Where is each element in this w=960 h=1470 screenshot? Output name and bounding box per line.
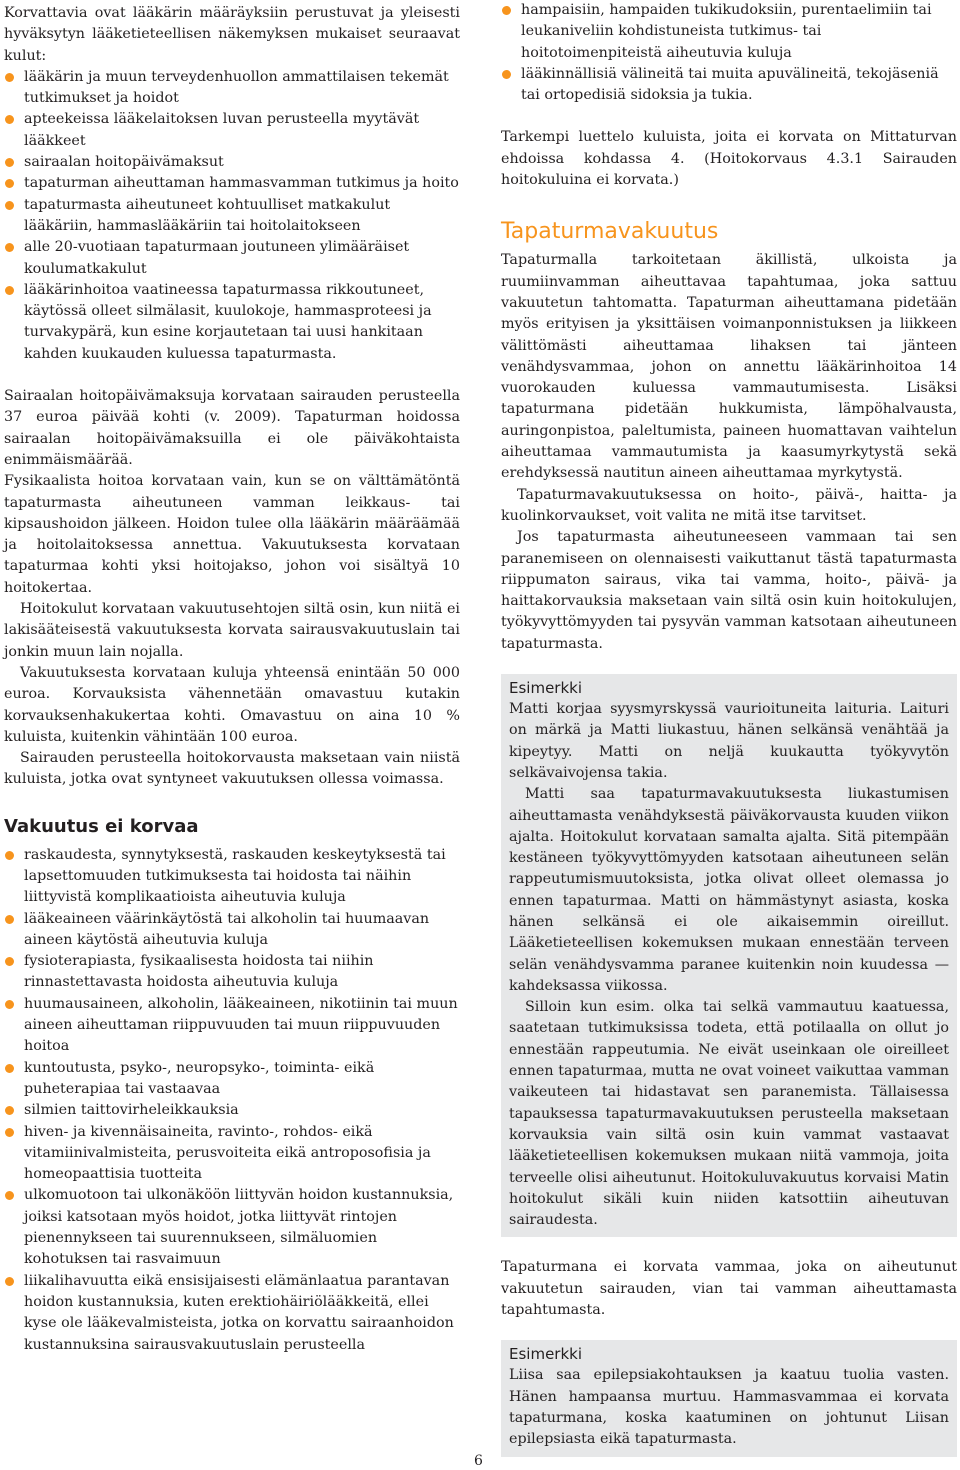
covered-item [4,280,460,365]
example-paragraph: Liisa saa epilepsiakohtauksen ja kaatuu tuolia vasten. Hänen hampaansa murtuu. Hammasvammaa ei korvata tapaturmana, koska kaatuminen on johtunut Liisan epilepsiasta eikä tapaturmasta. [509,1367,949,1448]
section-heading-accident-insurance: Tapaturmavakuutus [501,219,719,245]
list-item-text: kuntoutusta, psyko-, neuropsyko-, toiminta- eikä puheterapiaa tai vastaavaa [24,1059,375,1097]
example-box-liisa [501,1340,957,1456]
covered-costs-list [4,67,460,365]
example-box-matti [501,674,957,1237]
paragraph-hospital-fees: Sairaalan hoitopäivämaksuja korvataan sairauden perusteella 37 euroa päivää kohti (v. 2009). Tapaturman hoidossa sairaalan hoitopäivämaksuilla ei ole päiväkohtaista enimmäismäärää. [4,388,460,468]
covered-item [4,173,460,194]
not-covered-item [501,0,957,64]
not-covered-item [4,1271,460,1356]
list-item-text: lääkärin ja muun terveydenhuollon ammattilaisen tekemät tutkimukset ja hoidot [24,68,449,107]
example-paragraph: Silloin kun esim. olka tai selkä vammautuu kaatuessa, saatetaan tutkimuksissa todeta, että potilaalla on ollut jo ennestään rappeutumia. Ne eivät useinkaan ole oireilleet ennen tapaturmaa, mutta ne ovat voineet vaikuttaa vamman vaikeuteen tai hidastavat sen paranemista. Tällaisessa tapauksessa tapaturmavakuutuksen perusteella maksetaan korvauksia vain siltä osin kuin vammat vastaavat lääketieteellisen kokemuksen mukaan niitä vammoja, joita terveelle olisi aiheutunut. Hoitokuluvakuutus korvaisi Matin hoitokulut sikäli kuin niiden katsottiin aiheutuvan sairaudesta. [509,999,949,1229]
not-covered-item [4,994,460,1058]
not-covered-item [4,909,460,952]
covered-item [4,67,460,110]
list-item-text: sairaalan hoitopäivämaksut [24,154,224,171]
list-item-text: ulkomuotoon tai ulkonäköön liittyvän hoidon kustannuksia, joiksi katsotaan myös hoidot, jotka liittyvät rintojen pienennykseen tai suurennukseen, silmäluomien kohotuksen tai rasvaimuun [24,1187,454,1268]
list-item-text: raskaudesta, synnytyksestä, raskauden keskeytyksestä tai lapsettomuuden tutkimuksesta tai hoidosta tai näihin liittyvistä komplikaatioista aiheutuvia kuluja [24,846,446,906]
list-item-text: alle 20-vuotiaan tapaturmaan joutuneen ylimääräiset koulumatkakulut [24,239,410,277]
list-item-text: tapaturmasta aiheutuneet kohtuulliset matkakulut lääkäriin, hammaslääkäriin tai hoitolaitokseen [24,196,391,234]
list-item-text: silmien taittovirheleikkauksia [24,1102,239,1119]
bullet-icon [5,1000,14,1009]
bullet-icon [5,73,14,82]
list-item-text: liikalihavuutta eikä ensisijaisesti elämänlaatua parantavan hoidon kustannuksia, kuten erektiohäiriölääkkeitä, ellei kyse ole lääkevalmisteista, jotka on korvattu sairaanhoidon kustannuksina sairausvakuutuslain perusteella [24,1272,454,1353]
bullet-icon [5,915,14,924]
not-covered-list-continued [501,0,957,106]
paragraph-not-accident: Tapaturmana ei korvata vammaa, joka on aiheutunut vakuutetun sairauden, vian tai vamman aiheuttamasta tapahtumasta. [501,1259,957,1319]
covered-item [4,237,460,280]
bullet-icon [5,1106,14,1115]
list-item-text: hiven- ja kivennäisaineita, ravinto-, rohdos- eikä vitamiinivalmisteita, perusvoiteita eikä antroposofisia ja homeopaattisia tuotteita [24,1123,431,1183]
bullet-icon [5,179,14,188]
bullet-icon [502,70,511,79]
bullet-icon [5,1191,14,1200]
paragraph-validity: Sairauden perusteella hoitokorvausta maksetaan vain niistä kuluista, jotka ovat syntyneet vakuutuksen ollessa voimassa. [4,750,460,788]
list-item-text: lääkärinhoitoa vaatineessa tapaturmassa rikkoutuneet, käytössä olleet silmälasit, kuulokoje, hammasproteesi ja turvakypärä, kun esine korjautetaan tai uusi hankitaan kahden kuukauden kuluessa tapaturmasta. [24,281,432,362]
bullet-icon [5,243,14,252]
not-covered-item [4,845,460,909]
intro-paragraph: Korvattavia ovat lääkärin määräyksiin perustuvat ja yleisesti hyväksytyn lääketieteellisen näkemyksen mukaiset seuraavat kulut: [4,5,460,64]
paragraph-compensations: Tapaturmavakuutuksessa on hoito-, päivä-, haitta- ja kuolinkorvaukset, voit valita ne mitä itse tarvitset. [501,486,957,524]
covered-item [4,195,460,238]
example-title: Esimerkki [509,1345,583,1364]
not-covered-item [4,1122,460,1186]
example-paragraph: Matti saa tapaturmavakuutuksesta liukastumisen aiheuttamasta venähdyksestä päiväkorvausta kuuden viikon ajalta. Hoitokulut korvataan samalta ajalta. Sitä pitempään kestäneen työkyvyttömyyden katsotaan aiheutuneen selän rappeutumismuutoksista, jotka olivat olleet olemassa jo ennen tapaturmaa. Matti on hämmästynyt asiasta, koska hänen selkänsä ei ole aikaisemmin oireillut. Lääketieteellisen kokemuksen mukaan ennestään terveen selän venähdysvamma paranee kuitenkin noin kuudessa — kahdeksassa viikossa. [509,786,949,994]
covered-item [4,109,460,152]
list-item-text: hampaisiin, hampaiden tukikudoksiin, purentaelimiin tai leukaniveliin kohdistuneista tutkimus- tai hoitotoimenpiteistä aiheutuvia kuluja [521,2,932,61]
example-title: Esimerkki [509,679,583,698]
bullet-icon [5,1064,14,1073]
bullet-icon [5,158,14,167]
example-paragraph: Matti korjaa syysmyrskyssä vaurioituneita laituria. Laituri on märkä ja Matti liukastuu, hänen selkänsä venähtää ja kipeytyy. Matti on neljä kuukautta työkyvytön selkävaivojensa takia. [509,701,949,781]
not-covered-list [4,845,460,1356]
not-covered-item [4,1100,460,1121]
list-item-text: apteekeissa lääkelaitoksen luvan perusteella myytävät lääkkeet [24,111,420,149]
not-covered-item [4,951,460,994]
bullet-icon [5,286,14,295]
bullet-icon [5,957,14,966]
not-covered-item [4,1185,460,1270]
bullet-icon [5,1277,14,1286]
bullet-icon [5,1128,14,1137]
list-item-text: tapaturman aiheuttaman hammasvamman tutkimus ja hoito [24,175,459,192]
covered-item [4,152,460,173]
paragraph-accident-definition: Tapaturmalla tarkoitetaan äkillistä, ulkoista ja ruumiinvamman aiheuttavaa tapahtumaa, joka sattuu vakuutetun tahtomatta. Tapaturman aiheuttamana pidetään myös erityisen ja yksittäisen voimanponnistuksen ja liikkeen välittömästi aiheuttamaa lihaksen tai jänteen venähdysvammaa, johon on annettu lääkärinhoitoa 14 vuorokauden kuluessa vammautumisesta. Lisäksi tapaturmana pidetään hukkumista, lämpöhalvausta, auringonpistoa, paleltumista, paineen huomattavan vaihtelun aiheuttamaa vammautumista ja kaasumyrkytystä sekä erehdyksessä nautitun aineen aiheuttamaa myrkytystä. [501,252,957,482]
list-item-text: huumausaineen, alkoholin, lääkeaineen, nikotiinin tai muun aineen aiheuttaman riippuvuuden tai muun riippuvuuden hoitoa [24,995,458,1055]
paragraph-preexisting: Jos tapaturmasta aiheutuneeseen vammaan tai sen paranemiseen on olennaisesti vaikuttanut tästä tapaturmasta riippumaton sairaus, vika tai vamma, hoito-, päivä- ja haittakorvauksia maksetaan vain siltä osin kuin hoitokulujen, työkyvyttömyyden tai pysyvän vamman katsotaan aiheutuneen tapaturmasta. [501,529,957,652]
paragraph-more-info: Tarkempi luettelo kuluista, joita ei korvata on Mittaturvan ehdoissa kohdassa 4. (Hoitokorvaus 4.3.1 Sairauden hoitokuluina ei korvata.) [501,129,957,189]
not-covered-item [501,64,957,107]
paragraph-limits: Vakuutuksesta korvataan kuluja yhteensä enintään 50 000 euroa. Korvauksista vähennetään omavastuu kutakin korvauksenhakukertaa kohti. Omavastuu on aina 10 % kuluista, kuitenkin vähintään 100 euroa. [4,664,460,745]
not-covered-heading: Vakuutus ei korvaa [4,815,199,837]
left-column [4,0,460,1356]
list-item-text: lääkeaineen väärinkäytöstä tai alkoholin tai huumaavan aineen käytöstä aiheutuvia kuluja [24,910,430,948]
not-covered-item [4,1058,460,1101]
right-column [501,0,957,1457]
list-item-text: lääkinnällisiä välineitä tai muita apuvälineitä, tekojäseniä tai ortopedisiä sidoksia ja tukia. [521,65,939,104]
bullet-icon [5,115,14,124]
bullet-icon [502,6,511,15]
paragraph-statutory: Hoitokulut korvataan vakuutusehtojen siltä osin, kun niitä ei lakisääteisestä vakuutuksesta korvata sairausvakuutuslain tai jonkin muun lain nojalla. [4,601,460,660]
page-number: 6 [474,1453,483,1469]
list-item-text: fysioterapiasta, fysikaalisesta hoidosta tai niihin rinnastettavasta hoidosta aiheutuvia kuluja [24,953,374,991]
bullet-icon [5,851,14,860]
paragraph-physiotherapy: Fysikaalista hoitoa korvataan vain, kun se on välttämätöntä tapaturmasta aiheutuneen vamman leikkaus- tai kipsaushoidon jälkeen. Hoidon tulee olla lääkärin määräämää ja hoitolaitoksessa annettua. Vakuutuksesta korvataan tapaturmaa kohti yksi hoitojakso, johon voi sisältyä 10 hoitokertaa. [4,473,460,596]
bullet-icon [5,201,14,210]
